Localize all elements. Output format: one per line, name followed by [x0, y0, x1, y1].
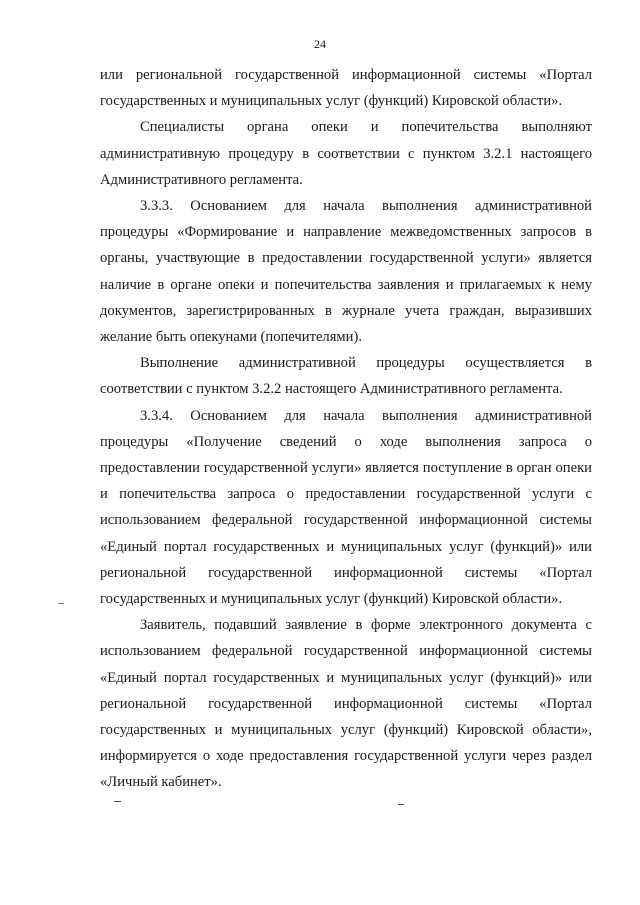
scan-mark-bottom-right [398, 804, 404, 805]
scan-mark-bottom-left [114, 801, 121, 802]
paragraph-continuation: или региональной государственной информационной системы «Портал государственных и муниципальных услуг (функций) Кировской области». [100, 67, 592, 110]
paragraph-specialists: Специалисты органа опеки и попечительства выполняют административную процедуру в соответствии с пунктом 3.2.1 настоящего Административного регламента. [100, 119, 592, 188]
paragraph-applicant: Заявитель, подавший заявление в форме электронного документа с использованием федеральной государственной информационной системы «Единый портал государственных и муниципальных услуг (функций)» или региональной государственной информационной системы «Портал государственных и муниципальных услуг (функций) Кировской области», информируется о ходе предоставления государственной услуги через раздел «Личный кабинет». [100, 617, 592, 791]
paragraph-3-3-4: 3.3.4. Основанием для начала выполнения административной процедуры «Получение сведений о ходе выполнения запроса о предоставлении государственной услуги» является поступление в орган опеки и попечительства запроса о предоставлении государственной услуги с использованием федеральной государственной информационной системы «Единый портал государственных и муниципальных услуг (функций)» или региональной государственной информационной системы «Портал государственных и муниципальных услуг (функций) Кировской области». [100, 407, 592, 608]
document-body [100, 62, 592, 796]
paragraph-3-3-3: 3.3.3. Основанием для начала выполнения административной процедуры «Формирование и направление межведомственных запросов в органы, участвующие в предоставлении государственной услуги» является наличие в органе опеки и попечительства заявления и прилагаемых к нему документов, зарегистрированных в журнале учета граждан, выразивших желание быть опекунами (попечителями). [100, 198, 592, 346]
paragraph-execution: Выполнение административной процедуры осуществляется в соответствии с пунктом 3.2.2 настоящего Административного регламента. [100, 355, 592, 398]
page-number: 24 [314, 37, 326, 51]
scan-mark-left [58, 603, 64, 604]
